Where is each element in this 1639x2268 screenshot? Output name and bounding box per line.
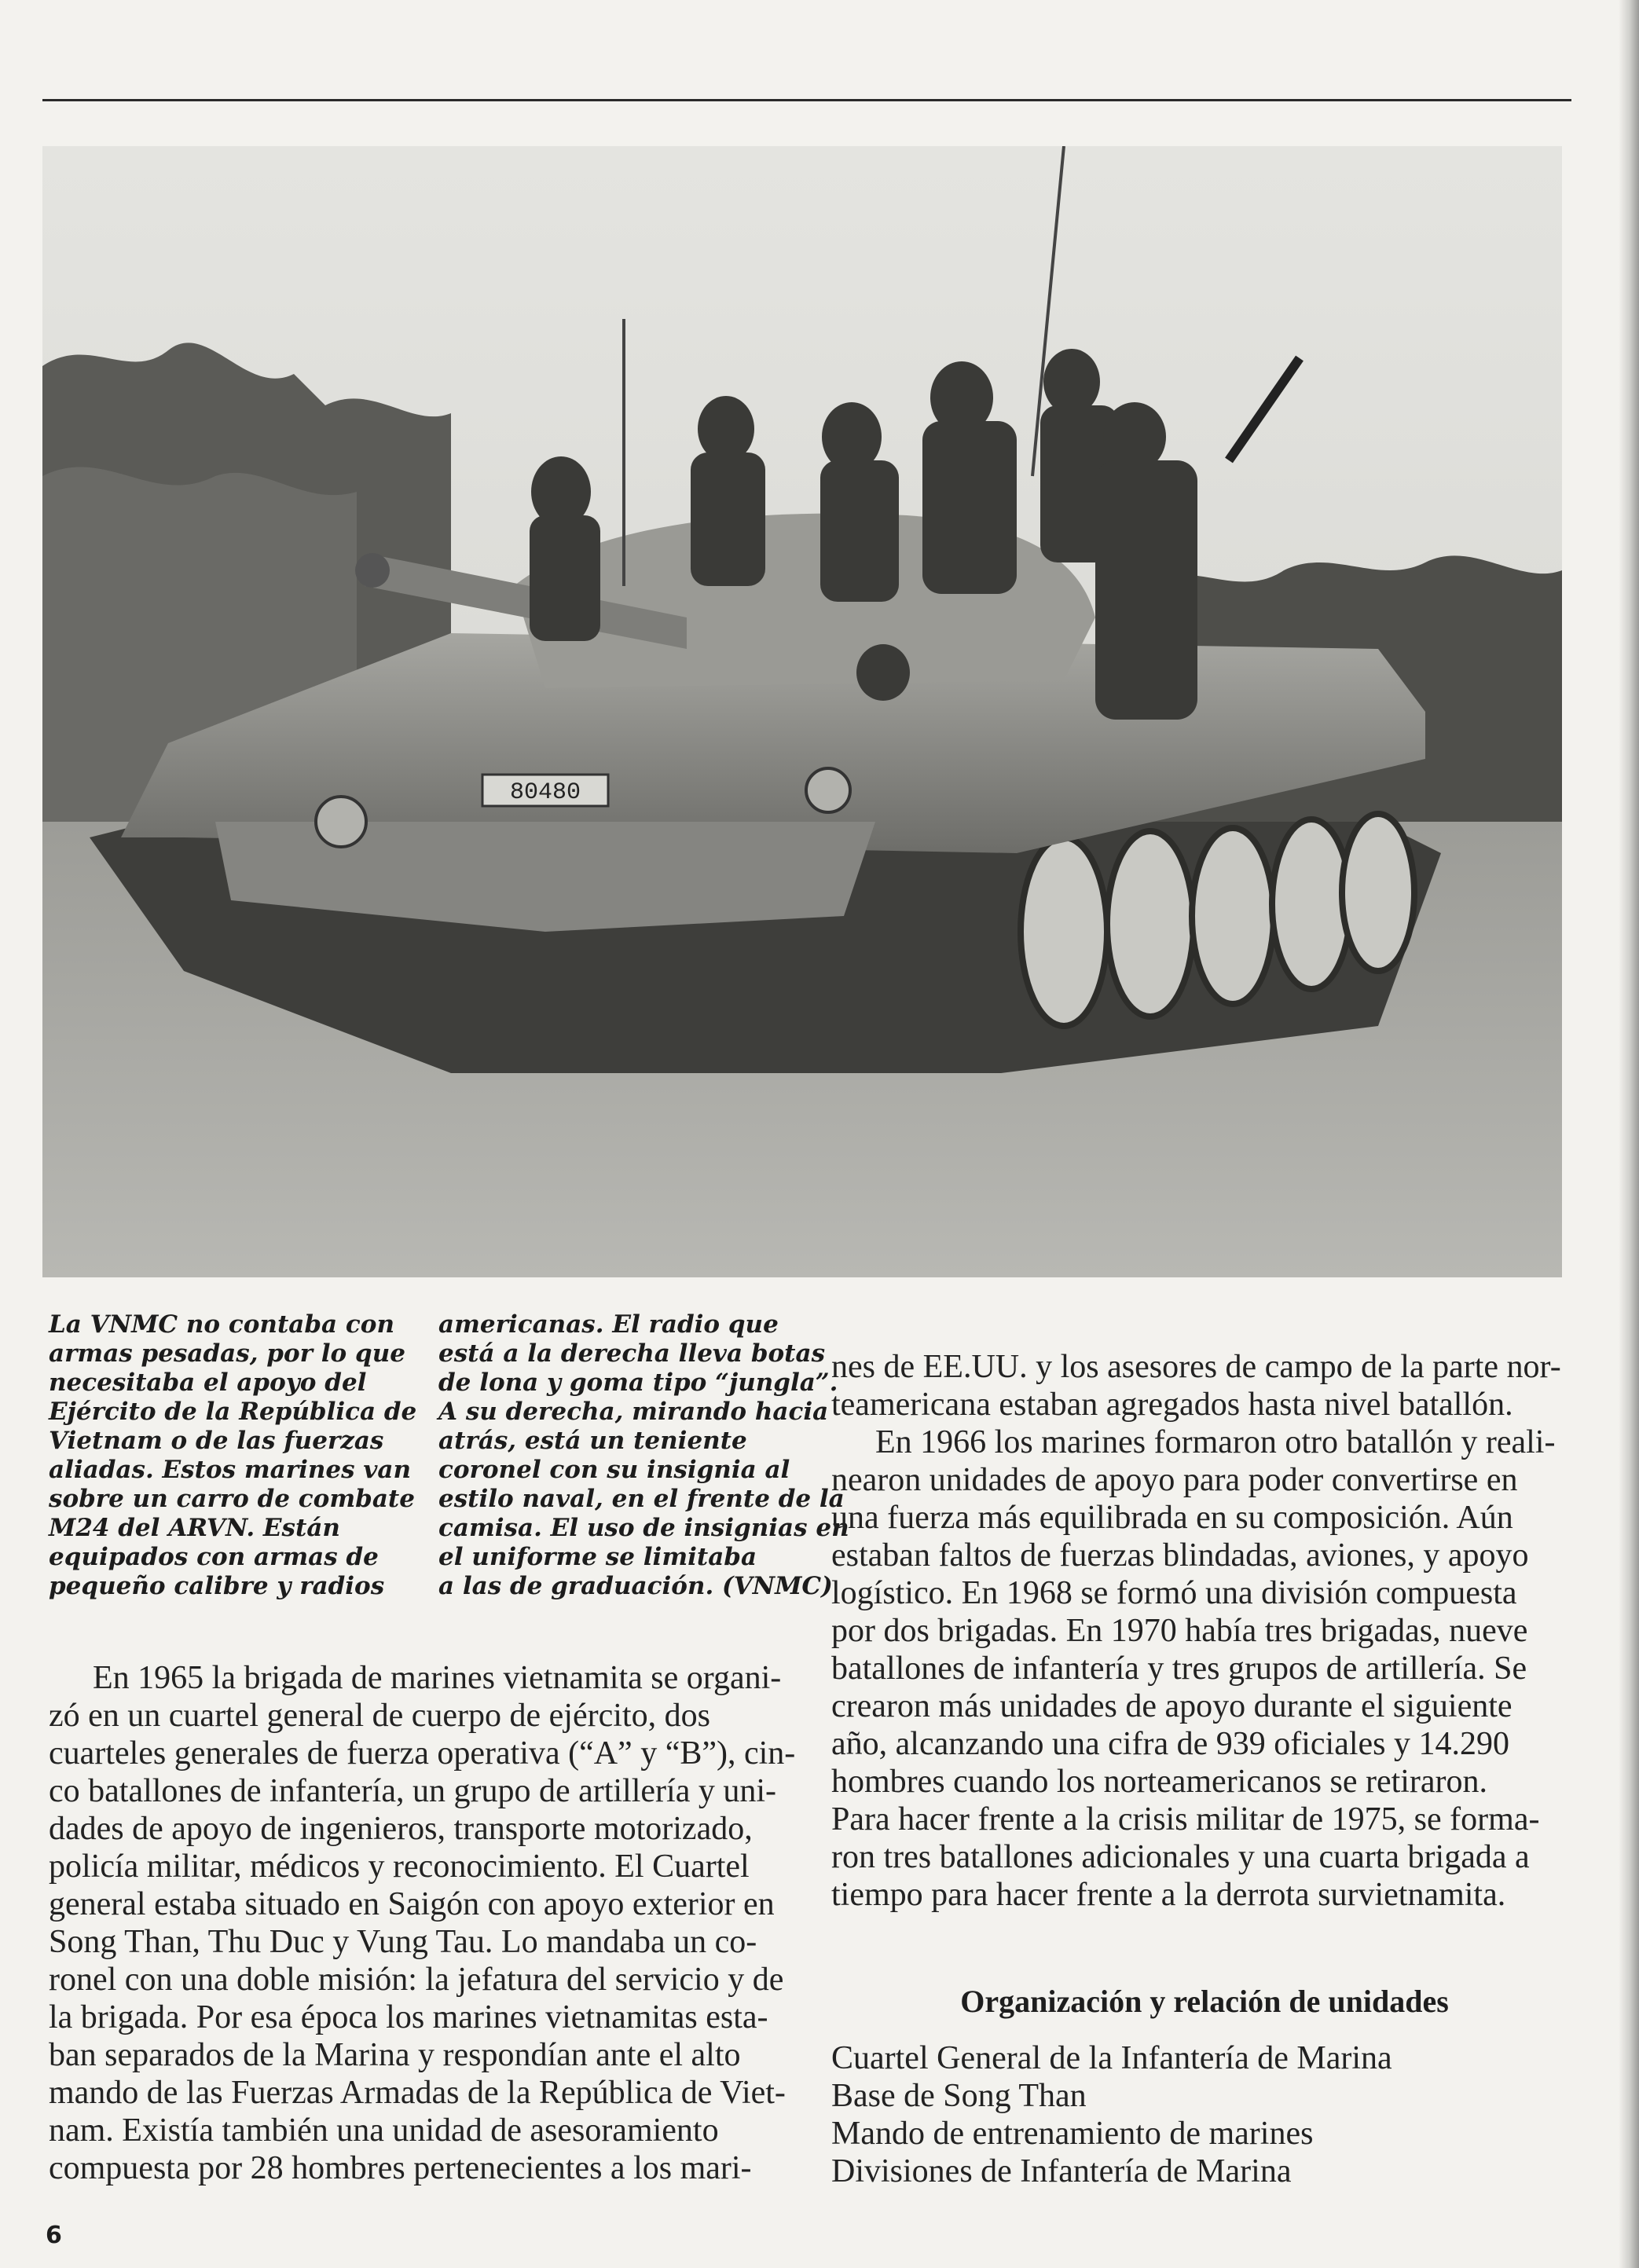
body-line: nes de EE.UU. y los asesores de campo de la parte nor- [831, 1349, 1561, 1385]
caption-line: de lona y goma tipo “jungla”. [438, 1368, 838, 1397]
caption-line: A su derecha, mirando hacia [438, 1398, 829, 1426]
body-line: Song Than, Thu Duc y Vung Tau. Lo mandaba un co- [49, 1924, 757, 1960]
body-line: batallones de infantería y tres grupos de artillería. Se [831, 1651, 1527, 1687]
body-line: dades de apoyo de ingenieros, transporte motorizado, [49, 1811, 753, 1847]
body-line: estaban faltos de fuerzas blindadas, aviones, y apoyo [831, 1537, 1529, 1574]
body-line: co batallones de infantería, un grupo de artillería y uni- [49, 1773, 776, 1809]
caption-line: Vietnam o de las fuerzas [49, 1427, 384, 1455]
list-item: Base de Song Than [831, 2078, 1087, 2114]
caption-line: Ejército de la República de [49, 1398, 417, 1426]
caption-line: La VNMC no contaba con [49, 1310, 394, 1339]
body-line: mando de las Fuerzas Armadas de la República de Viet- [49, 2075, 786, 2111]
caption-line: está a la derecha lleva botas [438, 1339, 826, 1368]
body-text-right-column [831, 1348, 1578, 1914]
section-heading: Organización y relación de unidades [960, 1984, 1449, 2019]
photo-caption-col1 [49, 1310, 417, 1601]
caption-line: atrás, está un teniente [438, 1427, 747, 1455]
body-line: año, alcanzando una cifra de 939 oficiales y 14.290 [831, 1726, 1509, 1762]
top-rule [42, 99, 1571, 101]
body-line: ban separados de la Marina y respondían ante el alto [49, 2037, 741, 2073]
unit-list [831, 2039, 1578, 2190]
caption-line: a las de graduación. (VNMC) [438, 1572, 833, 1600]
body-line: cuarteles generales de fuerza operativa (“A” y “B”), cin- [49, 1735, 796, 1772]
list-item: Mando de entrenamiento de marines [831, 2116, 1314, 2152]
caption-line: americanas. El radio que [438, 1310, 779, 1339]
photo-caption-col2 [438, 1310, 849, 1601]
body-line: compuesta por 28 hombres pertenecientes a los mari- [49, 2150, 752, 2186]
caption-line: coronel con su insignia al [438, 1456, 790, 1484]
tank-plate-text: 80480 [509, 779, 581, 806]
page-number: 6 [46, 2222, 62, 2249]
caption-line: aliadas. Estos marines van [49, 1456, 411, 1484]
page-edge-shadow [1619, 0, 1639, 2268]
caption-line: pequeño calibre y radios [49, 1572, 385, 1600]
body-line: En 1965 la brigada de marines vietnamita se organi- [93, 1660, 782, 1696]
caption-line: equipados con armas de [49, 1543, 379, 1571]
list-item: Divisiones de Infantería de Marina [831, 2153, 1292, 2189]
list-item: Cuartel General de la Infantería de Marina [831, 2040, 1392, 2076]
body-line: nearon unidades de apoyo para poder convertirse en [831, 1462, 1518, 1498]
body-line: policía militar, médicos y reconocimiento. El Cuartel [49, 1848, 750, 1885]
body-line: En 1966 los marines formaron otro batallón y reali- [875, 1424, 1556, 1460]
body-line: una fuerza más equilibrada en su composición. Aún [831, 1500, 1513, 1536]
body-line: ron tres batallones adicionales y una cuarta brigada a [831, 1839, 1530, 1875]
caption-line: el uniforme se limitaba [438, 1543, 757, 1571]
caption-line: armas pesadas, por lo que [49, 1339, 405, 1368]
caption-line: sobre un carro de combate [49, 1485, 415, 1513]
body-line: logístico. En 1968 se formó una división compuesta [831, 1575, 1517, 1611]
body-line: por dos brigadas. En 1970 había tres brigadas, nueve [831, 1613, 1528, 1649]
body-line: la brigada. Por esa época los marines vietnamitas esta- [49, 1999, 768, 2035]
body-line: zó en un cuartel general de cuerpo de ejército, dos [49, 1698, 710, 1734]
body-line: nam. Existía también una unidad de asesoramiento [49, 2112, 719, 2149]
body-line: teamericana estaban agregados hasta nivel batallón. [831, 1387, 1513, 1423]
body-line: tiempo para hacer frente a la derrota survietnamita. [831, 1877, 1506, 1913]
caption-line: necesitaba el apoyo del [49, 1368, 367, 1397]
caption-line: estilo naval, en el frente de la [438, 1485, 845, 1513]
caption-line: camisa. El uso de insignias en [438, 1514, 849, 1542]
tank-photo [42, 146, 1562, 1277]
body-line: Para hacer frente a la crisis militar de 1975, se forma- [831, 1801, 1540, 1837]
body-text-left-column [49, 1659, 795, 2187]
body-line: general estaba situado en Saigón con apoyo exterior en [49, 1886, 775, 1922]
body-line: ronel con una doble misión: la jefatura del servicio y de [49, 1962, 784, 1998]
caption-line: M24 del ARVN. Están [49, 1514, 340, 1542]
body-line: hombres cuando los norteamericanos se retiraron. [831, 1764, 1488, 1800]
body-line: crearon más unidades de apoyo durante el siguiente [831, 1688, 1512, 1724]
